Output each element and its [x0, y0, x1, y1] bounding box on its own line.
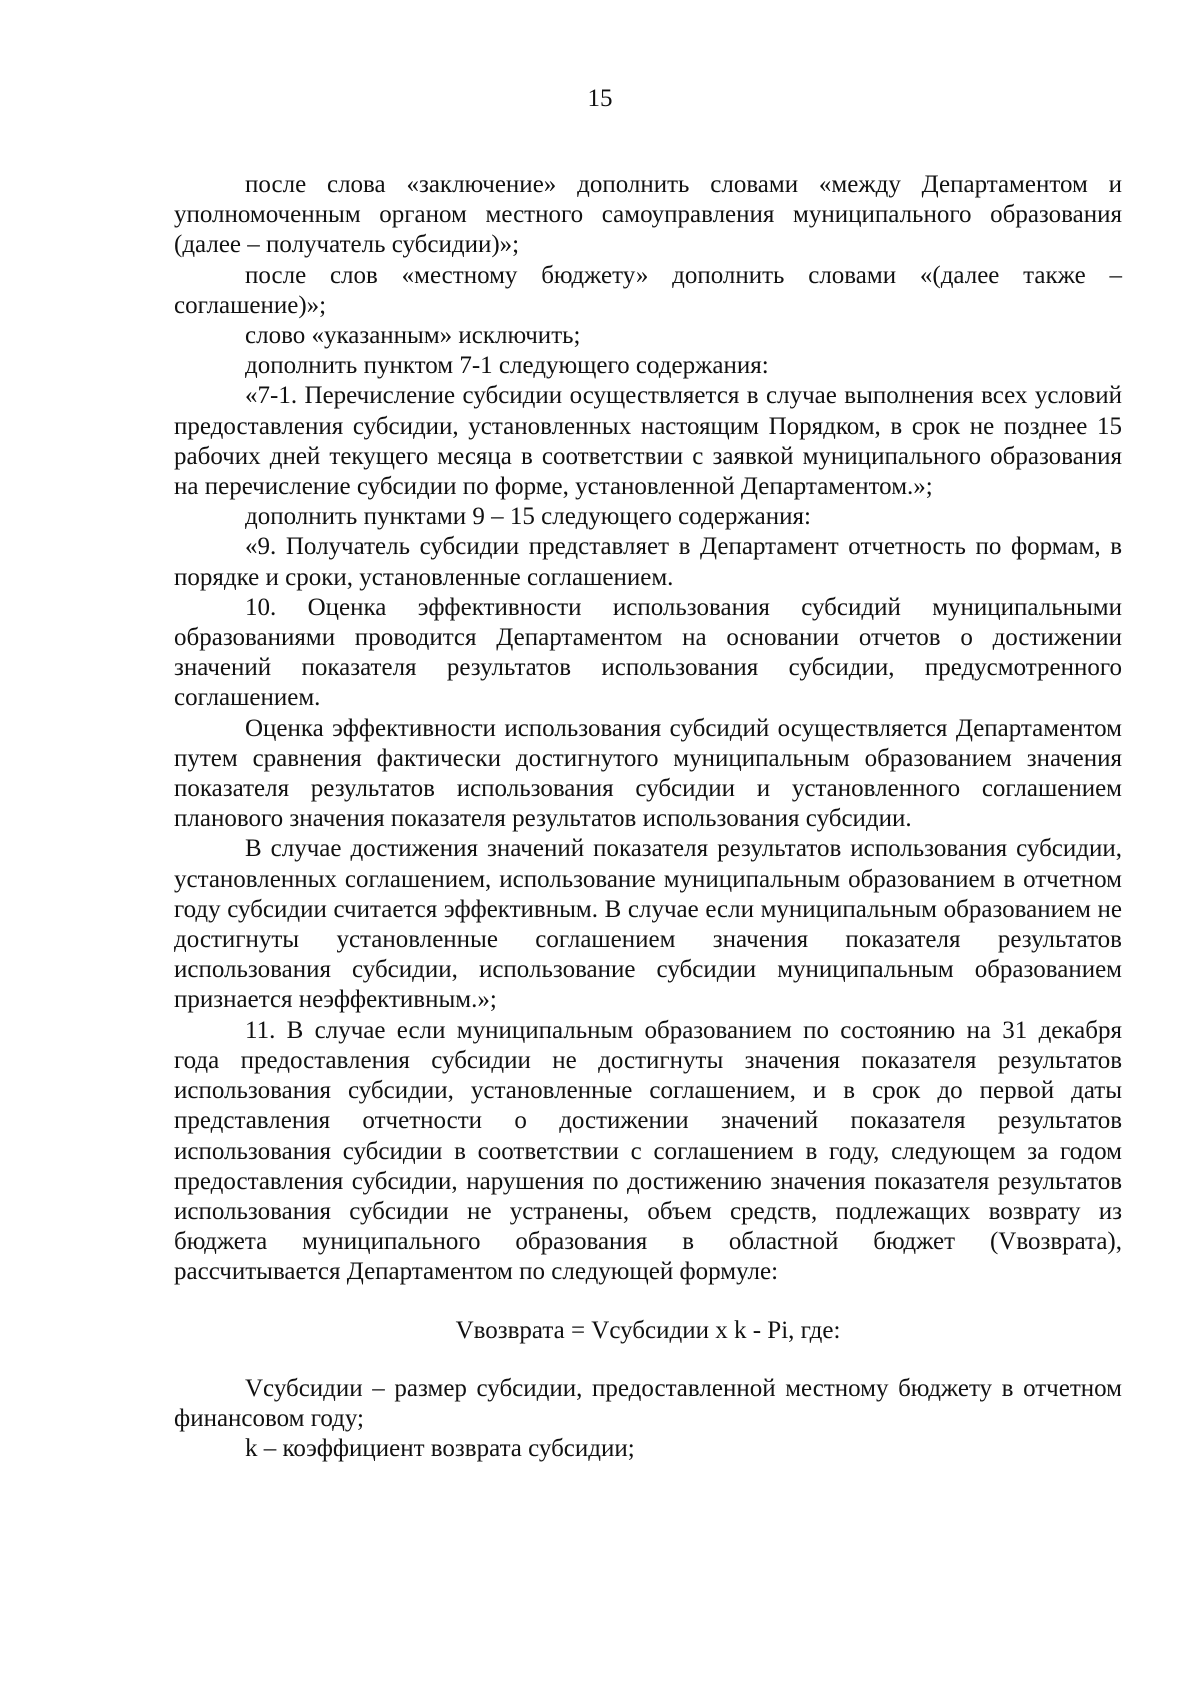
paragraph: после слова «заключение» дополнить словами «между Департаментом и уполномоченным органом местного самоуправления муниципального образования (далее – получатель субсидии)»;: [174, 171, 1122, 259]
page-number: 15: [587, 85, 613, 112]
paragraph: Оценка эффективности использования субсидий осуществляется Департаментом путем сравнения фактически достигнутого муниципальным образованием значения показателя результатов использования субсидии и установленного соглашением планового значения показателя результатов использования субсидии.: [174, 714, 1122, 833]
paragraph: дополнить пунктом 7-1 следующего содержания:: [245, 352, 769, 380]
document-body: [174, 170, 1122, 1464]
paragraph: после слов «местному бюджету» дополнить словами «(далее также – соглашение)»;: [174, 261, 1122, 319]
formula: Vвозврата = Vсубсидии x k - Pi, где:: [455, 1316, 841, 1344]
paragraph: В случае достижения значений показателя результатов использования субсидии, установленных соглашением, использование муниципальным образованием в отчетном году субсидии считается эффективным. В случае если муниципальным образованием не достигнуты установленные соглашением значения показателя результатов использования субсидии, использование субсидии муниципальным образованием признается неэффективным.»;: [174, 835, 1122, 1014]
paragraph: 10. Оценка эффективности использования субсидий муниципальными образованиями проводится Департаментом на основании отчетов о достижении значений показателя результатов использования субсидии, предусмотренного соглашением.: [174, 593, 1122, 712]
paragraph: «9. Получатель субсидии представляет в Департамент отчетность по формам, в порядке и сроки, установленные соглашением.: [174, 533, 1122, 591]
paragraph: «7-1. Перечисление субсидии осуществляется в случае выполнения всех условий предоставления субсидии, установленных настоящим Порядком, в срок не позднее 15 рабочих дней текущего месяца в соответствии с заявкой муниципального образования на перечисление субсидии по форме, установленной Департаментом.»;: [174, 382, 1122, 501]
paragraph: слово «указанным» исключить;: [245, 322, 581, 350]
paragraph: дополнить пунктами 9 – 15 следующего содержания:: [245, 503, 811, 531]
paragraph: 11. В случае если муниципальным образованием по состоянию на 31 декабря года предоставления субсидии не достигнуты значения показателя результатов использования субсидии, установленные соглашением, и в срок до первой даты представления отчетности о достижении значений показателя результатов использования субсидии в соответствии с соглашением в году, следующем за годом предоставления субсидии, нарушения по достижению значения показателя результатов использования субсидии не устранены, объем средств, подлежащих возврату из бюджета муниципального образования в областной бюджет (Vвозврата), рассчитывается Департаментом по следующей формуле:: [174, 1016, 1122, 1286]
definition: k – коэффициент возврата субсидии;: [245, 1435, 635, 1463]
definition: Vсубсидии – размер субсидии, предоставленной местному бюджету в отчетном финансовом году;: [174, 1374, 1122, 1432]
